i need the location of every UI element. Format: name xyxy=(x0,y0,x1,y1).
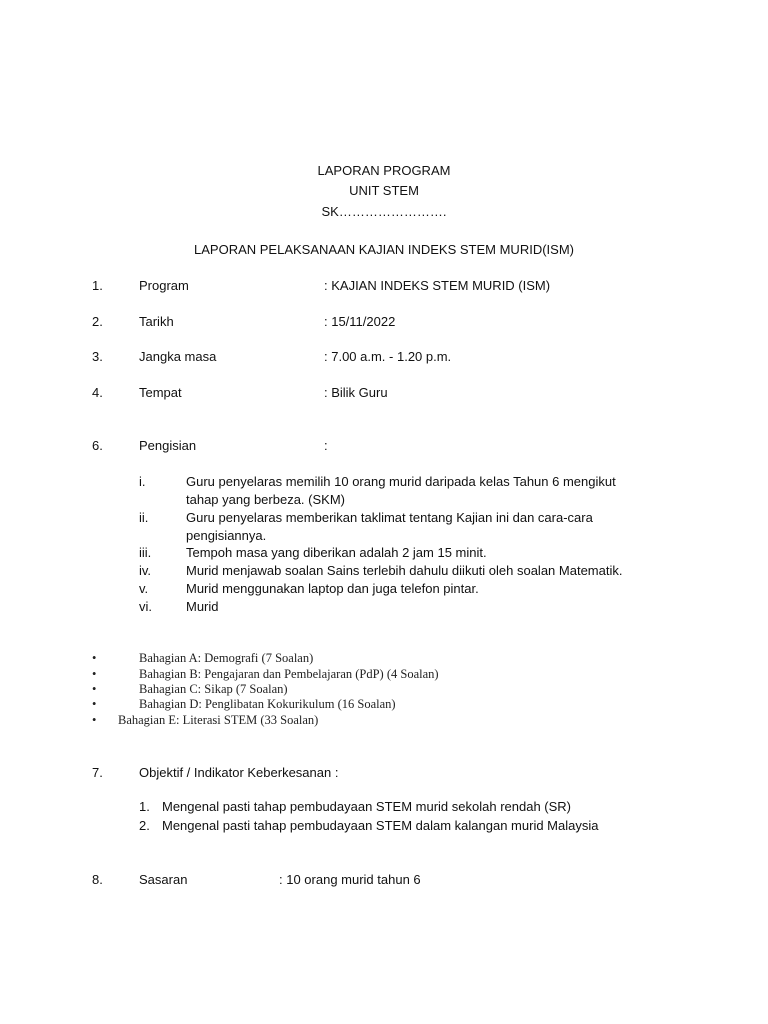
objektif-item-number: 1. xyxy=(139,799,150,814)
bahagian-item: Bahagian D: Penglibatan Kokurikulum (16 Soalan) xyxy=(139,697,396,711)
list-item-number: iv. xyxy=(139,563,152,578)
bullet-icon: • xyxy=(92,651,97,665)
list-item-text: Murid menggunakan laptop dan juga telefon pintar. xyxy=(186,581,479,596)
field-value-tarikh: : 15/11/2022 xyxy=(324,314,396,329)
bahagian-item: Bahagian A: Demografi (7 Soalan) xyxy=(139,651,314,665)
list-item-text: Guru penyelaras memberikan taklimat tentang Kajian ini dan cara-cara xyxy=(186,510,593,525)
school-heading: SK……………………. xyxy=(321,204,447,219)
report-heading: LAPORAN PROGRAM xyxy=(317,163,451,178)
field-number: 2. xyxy=(92,314,103,329)
bullet-icon: • xyxy=(92,713,97,727)
field-value-sasaran: : 10 orang murid tahun 6 xyxy=(279,872,421,887)
field-value-jangka-masa: : 7.00 a.m. - 1.20 p.m. xyxy=(324,349,452,364)
field-label-jangka-masa: Jangka masa xyxy=(139,349,217,364)
list-item-text: Guru penyelaras memilih 10 orang murid daripada kelas Tahun 6 mengikut xyxy=(186,474,616,489)
objektif-item-text: Mengenal pasti tahap pembudayaan STEM murid sekolah rendah (SR) xyxy=(162,799,572,814)
list-item-number: vi. xyxy=(139,599,152,614)
objektif-heading: Objektif / Indikator Keberkesanan : xyxy=(139,765,339,780)
objektif-item-text: Mengenal pasti tahap pembudayaan STEM dalam kalangan murid Malaysia xyxy=(162,818,599,833)
field-number: 6. xyxy=(92,438,103,453)
field-value-pengisian: : xyxy=(324,438,328,453)
field-label-tempat: Tempat xyxy=(139,385,182,400)
list-item-number: v. xyxy=(139,581,149,596)
list-item-number: i. xyxy=(139,474,146,489)
field-number: 7. xyxy=(92,765,103,780)
field-value-tempat: : Bilik Guru xyxy=(324,385,388,400)
list-item-text: Tempoh masa yang diberikan adalah 2 jam 15 minit. xyxy=(186,545,487,560)
field-label-sasaran: Sasaran xyxy=(139,872,188,887)
bullet-icon: • xyxy=(92,667,97,681)
bahagian-item: Bahagian C: Sikap (7 Soalan) xyxy=(139,682,288,696)
field-number: 8. xyxy=(92,872,103,887)
field-label-pengisian: Pengisian xyxy=(139,438,197,453)
field-number: 1. xyxy=(92,278,103,293)
field-value-program: : KAJIAN INDEKS STEM MURID (ISM) xyxy=(324,278,551,293)
bahagian-item: Bahagian B: Pengajaran dan Pembelajaran (PdP) (4 Soalan) xyxy=(139,667,439,681)
bullet-icon: • xyxy=(92,682,97,696)
objektif-item-number: 2. xyxy=(139,818,150,833)
field-number: 4. xyxy=(92,385,103,400)
bullet-icon: • xyxy=(92,697,97,711)
field-label-tarikh: Tarikh xyxy=(139,314,174,329)
field-label-program: Program xyxy=(139,278,189,293)
list-item-number: ii. xyxy=(139,510,149,525)
list-item-text: pengisiannya. xyxy=(186,528,267,543)
list-item-text: Murid xyxy=(186,599,219,614)
unit-heading: UNIT STEM xyxy=(349,183,419,198)
list-item-number: iii. xyxy=(139,545,152,560)
document-title: LAPORAN PELAKSANAAN KAJIAN INDEKS STEM MURID(ISM) xyxy=(194,242,574,257)
list-item-text: tahap yang berbeza. (SKM) xyxy=(186,492,345,507)
list-item-text: Murid menjawab soalan Sains terlebih dahulu diikuti oleh soalan Matematik. xyxy=(186,563,623,578)
field-number: 3. xyxy=(92,349,103,364)
bahagian-item: Bahagian E: Literasi STEM (33 Soalan) xyxy=(118,713,319,727)
